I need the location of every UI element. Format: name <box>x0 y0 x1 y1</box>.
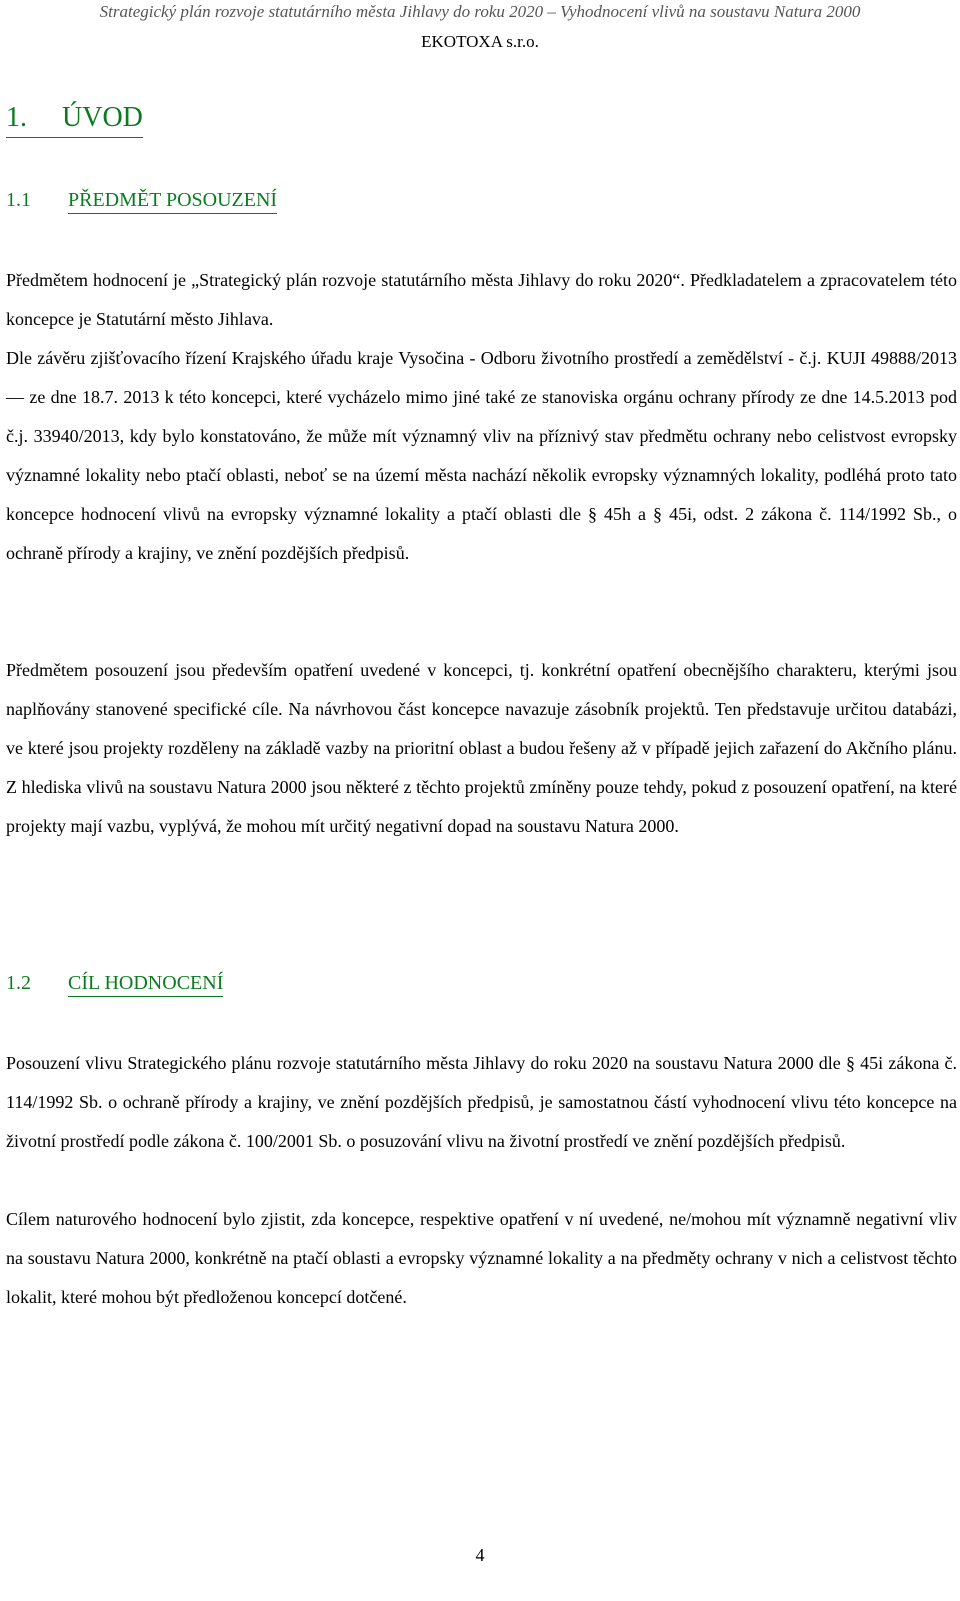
page-number: 4 <box>475 1545 485 1565</box>
section-heading-1-2 <box>6 970 223 997</box>
chapter-title: ÚVOD <box>62 102 143 133</box>
section-title: PŘEDMĚT POSOUZENÍ <box>68 187 277 214</box>
section-number: 1.2 <box>6 972 31 994</box>
chapter-heading <box>6 102 143 138</box>
paragraph: Cílem naturového hodnocení bylo zjistit, zda koncepce, respektive opatření v ní uvedené, ne/mohou mít významně negativní vliv na soustavu Natura 2000, konkrétně na ptačí oblasti a evropsky významné lokality a na předměty ochrany v nich a celistvost těchto lokalit, které mohou být předloženou koncepcí dotčené. <box>6 1209 957 1307</box>
paragraph: Posouzení vlivu Strategického plánu rozvoje statutárního města Jihlavy do roku 2020 na soustavu Natura 2000 dle § 45i zákona č. 114/1992 Sb. o ochraně přírody a krajiny, ve znění pozdějších předpisů, je samostatnou částí vyhodnocení vlivu této koncepce na životní prostředí podle zákona č. 100/2001 Sb. o posuzování vlivu na životní prostředí ve znění pozdějších předpisů. <box>6 1053 957 1151</box>
running-header: Strategický plán rozvoje statutárního města Jihlavy do roku 2020 – Vyhodnocení vlivů na soustavu Natura 2000 <box>99 2 861 21</box>
paragraph: Dle závěru zjišťovacího řízení Krajského úřadu kraje Vysočina - Odboru životního prostředí a zemědělství - č.j. KUJI 49888/2013 –– ze dne 18.7. 2013 k této koncepci, které vycházelo mimo jiné také ze stanoviska orgánu ochrany přírody ze dne 14.5.2013 pod č.j. 33940/2013, kdy bylo konstatováno, že může mít významný vliv na příznivý stav předmětu ochrany nebo celistvost evropsky významné lokality nebo ptačí oblasti, neboť se na území města nachází několik evropsky významných lokality, podléhá proto tato koncepce hodnocení vlivů na evropsky významné lokality a ptačí oblasti dle § 45h a § 45i, odst. 2 zákona č. 114/1992 Sb., o ochraně přírody a krajiny, ve znění pozdějších předpisů. <box>6 348 957 563</box>
company-name: EKOTOXA s.r.o. <box>421 32 539 51</box>
section-title: CÍL HODNOCENÍ <box>68 970 223 997</box>
chapter-number: 1. <box>6 102 27 133</box>
section-heading-1-1 <box>6 187 277 214</box>
section-number: 1.1 <box>6 189 31 211</box>
paragraph: Předmětem posouzení jsou především opatření uvedené v koncepci, tj. konkrétní opatření obecnějšího charakteru, kterými jsou naplňovány stanovené specifické cíle. Na návrhovou část koncepce navazuje zásobník projektů. Ten představuje určitou databázi, ve které jsou projekty rozděleny na základě vazby na prioritní oblast a budou řešeny až v případě jejich zařazení do Akčního plánu. Z hlediska vlivů na soustavu Natura 2000 jsou některé z těchto projektů zmíněny pouze tehdy, pokud z posouzení opatření, na které projekty mají vazbu, vyplývá, že mohou mít určitý negativní dopad na soustavu Natura 2000. <box>6 660 957 836</box>
paragraph: Předmětem hodnocení je „Strategický plán rozvoje statutárního města Jihlavy do roku 2020“. Předkladatelem a zpracovatelem této koncepce je Statutární město Jihlava. <box>6 270 957 329</box>
